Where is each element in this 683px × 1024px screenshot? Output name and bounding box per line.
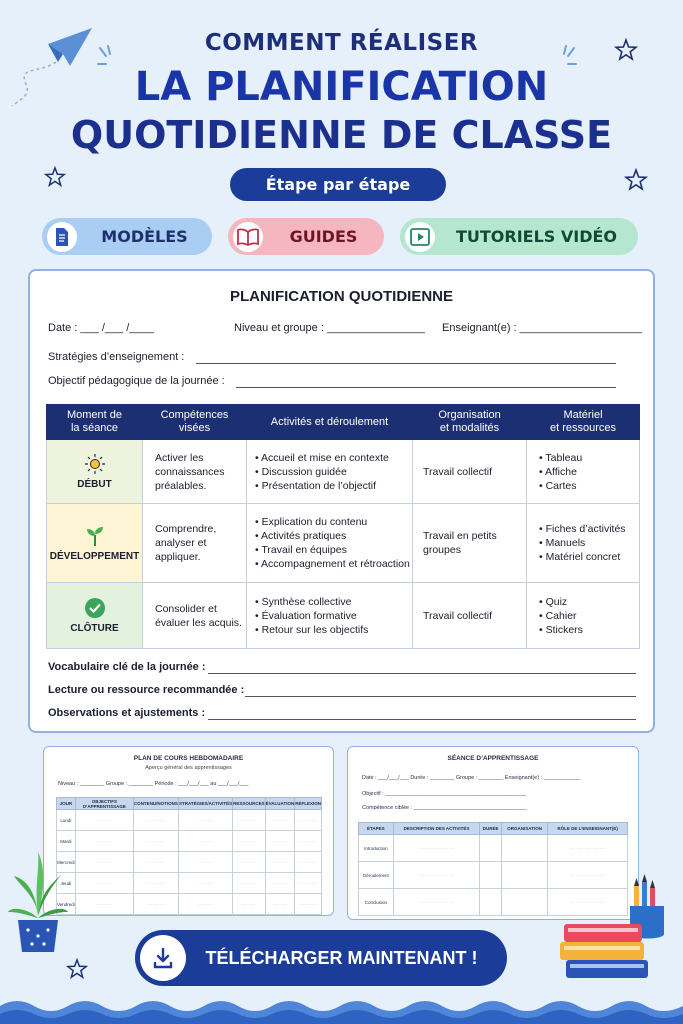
weekly-subtitle: Aperçu général des apprentissages bbox=[145, 765, 232, 771]
material-item: • Tableau bbox=[539, 451, 639, 465]
reading-label: Lecture ou ressource recommandée : bbox=[48, 684, 245, 696]
ribbon-badge: Étape par étape bbox=[230, 168, 446, 201]
material-item: • Cahier bbox=[539, 609, 639, 623]
daily-plan-table bbox=[46, 404, 640, 649]
material-item: • Stickers bbox=[539, 623, 639, 637]
day-cell: Mardi bbox=[57, 831, 76, 852]
activity-item: • Évaluation formative bbox=[255, 609, 412, 623]
activity-item: • Accompagnement et rétroaction bbox=[255, 557, 412, 571]
activities-cell bbox=[247, 504, 413, 583]
objective-input-line[interactable] bbox=[236, 387, 616, 388]
download-icon bbox=[140, 935, 186, 981]
models-label: MODÈLES bbox=[101, 227, 188, 246]
document-icon bbox=[47, 222, 77, 252]
weekly-col-header: JOUR bbox=[57, 798, 76, 810]
session-col-header: ÉTAPES bbox=[359, 823, 394, 835]
moment-label: DÉBUT bbox=[77, 479, 112, 490]
materials-cell bbox=[527, 583, 640, 649]
sun-icon bbox=[84, 453, 106, 475]
day-cell: Jeudi bbox=[57, 873, 76, 894]
col-header-materials: Matériel et ressources bbox=[527, 405, 640, 440]
pre-title: COMMENT RÉALISER bbox=[204, 30, 479, 56]
sprout-icon bbox=[84, 525, 106, 547]
material-item: • Affiche bbox=[539, 465, 639, 479]
models-button[interactable] bbox=[42, 218, 212, 255]
page-title-line2: QUOTIDIENNE DE CLASSE bbox=[70, 113, 613, 157]
star-icon bbox=[44, 166, 66, 188]
weekly-col-header: OBJECTIFS D’APPRENTISSAGE bbox=[75, 798, 133, 810]
date-field-label: Date : ___ /___ /____ bbox=[48, 322, 154, 334]
level-field-label: Niveau et groupe : ________________ bbox=[234, 322, 425, 334]
day-cell: Vendredi bbox=[57, 894, 76, 915]
moment-cell bbox=[47, 440, 143, 504]
material-item: • Cartes bbox=[539, 479, 639, 493]
page-title-line1: LA PLANIFICATION bbox=[134, 64, 549, 110]
materials-cell bbox=[527, 504, 640, 583]
guides-label: GUIDES bbox=[289, 227, 358, 246]
download-label: TÉLÉCHARGER MAINTENANT ! bbox=[205, 947, 478, 968]
competence-cell: Comprendre, analyser et appliquer. bbox=[143, 504, 247, 583]
download-button[interactable] bbox=[135, 930, 507, 986]
table-row: Mercredi ········ ········ ········ ········ ········ ········ bbox=[57, 852, 322, 873]
activity-item: • Discussion guidée bbox=[255, 465, 412, 479]
weekly-col-header: STRATÉGIES/ACTIVITÉS bbox=[178, 798, 232, 810]
activity-item: • Accueil et mise en contexte bbox=[255, 451, 412, 465]
vocabulary-input-line[interactable] bbox=[208, 673, 636, 674]
table-row: Lundi ········ ········ ········ ········ ········ ········ bbox=[57, 810, 322, 831]
activity-item: • Retour sur les objectifs bbox=[255, 623, 412, 637]
potted-plant-icon bbox=[6, 846, 70, 956]
teacher-field-label: Enseignant(e) : ____________________ bbox=[442, 322, 643, 334]
day-cell: Mercredi bbox=[57, 852, 76, 873]
weekly-table bbox=[56, 797, 322, 915]
activity-item: • Synthèse collective bbox=[255, 595, 412, 609]
activity-item: • Explication du contenu bbox=[255, 515, 412, 529]
table-row: Mardi ········ ········ ········ ········ ········ ········ bbox=[57, 831, 322, 852]
col-header-competences: Compétences visées bbox=[143, 405, 247, 440]
col-header-moment: Moment de la séance bbox=[47, 405, 143, 440]
check-circle-icon bbox=[84, 597, 106, 619]
daily-plan-card bbox=[28, 269, 655, 733]
table-row bbox=[47, 440, 640, 504]
day-cell: Lundi bbox=[57, 810, 76, 831]
table-row bbox=[47, 583, 640, 649]
col-header-activities: Activités et déroulement bbox=[247, 405, 413, 440]
organisation-cell: Travail collectif bbox=[413, 440, 527, 504]
organisation-cell: Travail en petits groupes bbox=[413, 504, 527, 583]
session-col-header: DESCRIPTION DES ACTIVITÉS bbox=[393, 823, 480, 835]
moment-label: CLÔTURE bbox=[70, 623, 119, 634]
guides-button[interactable] bbox=[228, 218, 384, 255]
star-icon bbox=[66, 958, 88, 980]
table-row: Jeudi ········ ········ ········ ········ ········ ········ bbox=[57, 873, 322, 894]
weekly-col-header: RESSOURCES bbox=[233, 798, 266, 810]
activity-item: • Travail en équipes bbox=[255, 543, 412, 557]
star-icon bbox=[624, 168, 648, 192]
material-item: • Fiches d’activités bbox=[539, 522, 639, 536]
step-cell: Introduction bbox=[359, 835, 394, 862]
session-title: SÉANCE D’APPRENTISSAGE bbox=[447, 755, 539, 762]
moment-cell bbox=[47, 504, 143, 583]
step-cell: Déroulement bbox=[359, 862, 394, 889]
weekly-meta: Niveau : ________ Groupe : ________ Période : ___/___/___ au ___/___/___ bbox=[58, 781, 249, 787]
table-row: Introduction ·················· ·················· bbox=[359, 835, 628, 862]
observations-label: Observations et ajustements : bbox=[48, 707, 206, 719]
table-row: Vendredi ········ ········ ········ ········ ········ ········ bbox=[57, 894, 322, 915]
moment-cell bbox=[47, 583, 143, 649]
table-row: Déroulement ·················· ·················· bbox=[359, 862, 628, 889]
competence-cell: Consolider et évaluer les acquis. bbox=[143, 583, 247, 649]
video-tutorials-button[interactable] bbox=[400, 218, 638, 255]
material-item: • Manuels bbox=[539, 536, 639, 550]
table-row bbox=[47, 504, 640, 583]
weekly-title: PLAN DE COURS HEBDOMADAIRE bbox=[133, 755, 244, 762]
reading-input-line[interactable] bbox=[245, 696, 636, 697]
activities-cell bbox=[247, 583, 413, 649]
video-tutorials-label: TUTORIELS VIDÉO bbox=[455, 227, 618, 246]
objective-label: Objectif pédagogique de la journée : bbox=[48, 375, 225, 387]
activity-item: • Présentation de l’objectif bbox=[255, 479, 412, 493]
moment-label: DÉVELOPPEMENT bbox=[49, 550, 140, 562]
weekly-col-header: RÉFLEXION bbox=[295, 798, 322, 810]
session-meta: Date : ___/___/___ Durée : ________ Groupe : ________ Enseignant(e) : ____________ bbox=[362, 775, 581, 781]
material-item: • Matériel concret bbox=[539, 550, 639, 564]
vocabulary-label: Vocabulaire clé de la journée : bbox=[48, 661, 206, 673]
card-title: PLANIFICATION QUOTIDIENNE bbox=[229, 288, 454, 305]
materials-cell bbox=[527, 440, 640, 504]
table-row: Conclusion ·················· ·················· bbox=[359, 889, 628, 916]
video-play-icon bbox=[405, 222, 435, 252]
books-and-pencils-icon bbox=[556, 870, 672, 994]
observations-input-line[interactable] bbox=[208, 719, 636, 720]
step-cell: Conclusion bbox=[359, 889, 394, 916]
bottom-wave-decoration bbox=[0, 994, 683, 1024]
strategies-label: Stratégies d’enseignement : bbox=[48, 351, 185, 363]
material-item: • Quiz bbox=[539, 595, 639, 609]
activities-cell bbox=[247, 440, 413, 504]
session-col-header: DURÉE bbox=[480, 823, 502, 835]
organisation-cell: Travail collectif bbox=[413, 583, 527, 649]
weekly-col-header: ÉVALUATION bbox=[265, 798, 295, 810]
competence-cell: Activer les connaissances préalables. bbox=[143, 440, 247, 504]
session-objective: Objectif : ______________________________________________ bbox=[362, 791, 526, 797]
weekly-plan-preview[interactable] bbox=[43, 746, 334, 916]
session-competence: Compétence ciblée : _____________________________________ bbox=[362, 805, 527, 811]
activity-item: • Activités pratiques bbox=[255, 529, 412, 543]
session-col-header: ORGANISATION bbox=[502, 823, 548, 835]
book-icon bbox=[233, 222, 263, 252]
session-col-header: RÔLE DE L’ENSEIGNANT(E) bbox=[548, 823, 628, 835]
strategies-input-line[interactable] bbox=[196, 363, 616, 364]
weekly-col-header: CONTENU/NOTIONS bbox=[133, 798, 178, 810]
col-header-organisation: Organisation et modalités bbox=[413, 405, 527, 440]
